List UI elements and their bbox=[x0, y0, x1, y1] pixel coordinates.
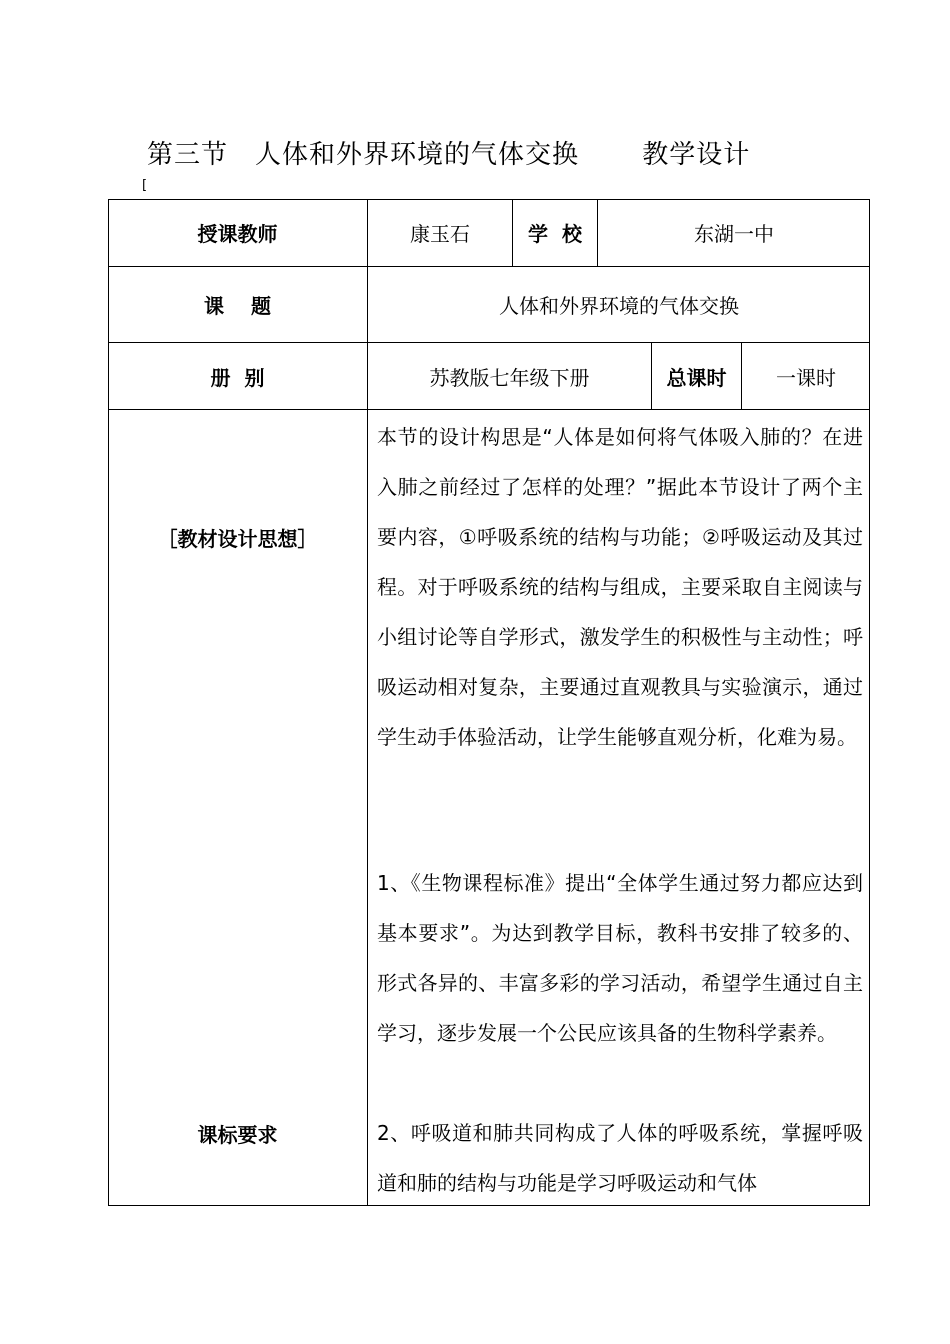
teacher-label: 授课教师 bbox=[197, 222, 278, 246]
design-text: 本节的设计构思是“人体是如何将气体吸入肺的？在进入肺之前经过了怎样的处理？”据此本节设计了两个主要内容，①呼吸系统的结构与功能；②呼吸运动及其过程。对于呼吸系统的结构与组成，主要采取自主阅读与小组讨论等自学形式，激发学生的积极性与主动性；呼吸运动相对复杂，主要通过直观教具与实验演示，通过学生动手体验活动，让学生能够直观分析，化难为易。 bbox=[377, 425, 863, 749]
standard-label: 课标要求 bbox=[197, 1122, 278, 1147]
hours-value: 一课时 bbox=[776, 365, 836, 390]
row-divider bbox=[108, 409, 870, 410]
volume-value: 苏教版七年级下册 bbox=[429, 365, 590, 390]
document-title: 第三节 人体和外界环境的气体交换 教学设计 bbox=[147, 140, 751, 170]
hours-label: 总课时 bbox=[666, 365, 727, 390]
topic-value: 人体和外界环境的气体交换 bbox=[499, 294, 739, 318]
teacher-value: 康玉石 bbox=[410, 222, 470, 246]
standard-item-1: 1、《生物课程标准》提出“全体学生通过努力都应达到基本要求”。为达到教学目标，教科书安排了较多的、形式各异的、丰富多彩的学习活动，希望学生通过自主学习，逐步发展一个公民应该具备的生物科学素养。 bbox=[377, 871, 863, 1045]
design-label: ［教材设计思想］ bbox=[157, 526, 318, 551]
topic-label: 课 题 bbox=[204, 294, 271, 318]
school-value: 东湖一中 bbox=[694, 222, 774, 246]
bracket-mark: [ bbox=[142, 178, 148, 193]
standard-item-2: 2、呼吸道和肺共同构成了人体的呼吸系统，掌握呼吸道和肺的结构与功能是学习呼吸运动和气体 bbox=[377, 1121, 863, 1195]
school-label: 学 校 bbox=[528, 222, 582, 246]
volume-label: 册 别 bbox=[210, 365, 265, 390]
